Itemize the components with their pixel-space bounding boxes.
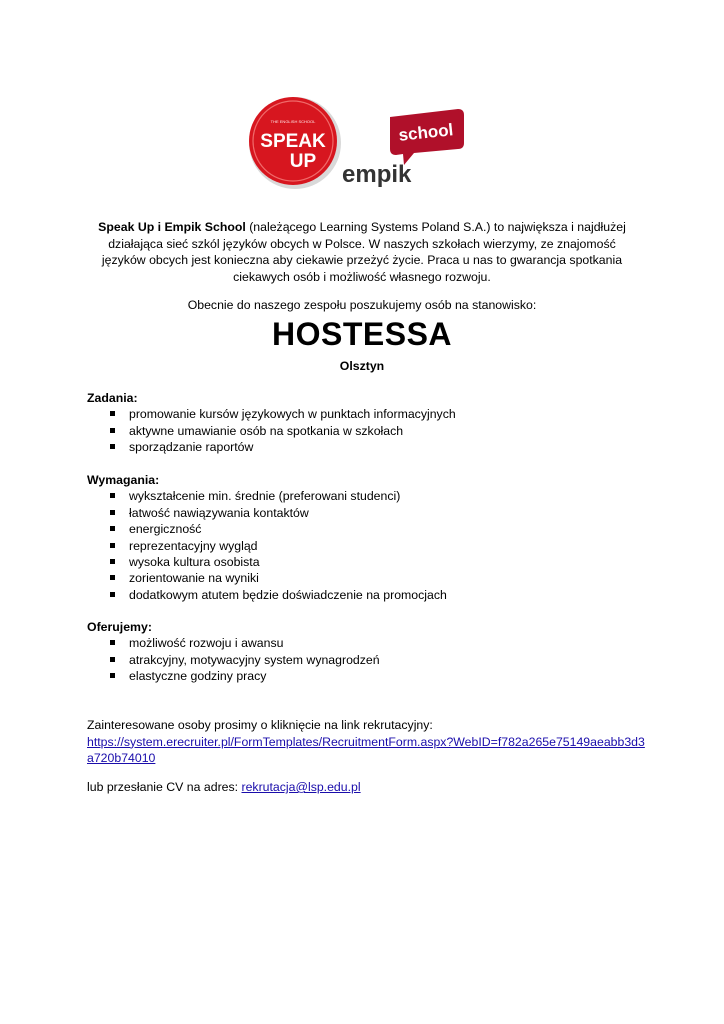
logos: [240, 95, 470, 195]
list-item: wykształcenie min. średnie (preferowani studenci): [87, 488, 647, 504]
list-item: atrakcyjny, motywacyjny system wynagrodzeń: [87, 652, 647, 668]
speakup-top-text: THE ENGLISH SCHOOL: [270, 119, 316, 124]
list-item: energiczność: [87, 521, 647, 537]
tasks-heading: Zadania:: [87, 391, 138, 405]
empik-school-logo: [342, 109, 464, 188]
company-name: Speak Up i Empik School: [98, 220, 246, 234]
list-item: łatwość nawiązywania kontaktów: [87, 505, 647, 521]
intro-paragraph: [86, 219, 638, 285]
requirements-heading: Wymagania:: [87, 473, 160, 487]
recruitment-link[interactable]: https://system.erecruiter.pl/FormTemplates/RecruitmentForm.aspx?WebID=f782a265e75149aeabb3d3a720b74010: [87, 734, 645, 765]
requirements-list: [87, 488, 647, 603]
offer-list: [87, 635, 647, 684]
looking-for-text: Obecnie do naszego zespołu poszukujemy osób na stanowisko:: [187, 298, 537, 312]
list-item: dodatkowym atutem będzie doświadczenie na promocjach: [87, 587, 647, 603]
tasks-list: [87, 406, 647, 455]
apply-text: Zainteresowane osoby prosimy o kliknięcie na link rekrutacyjny:: [87, 718, 433, 732]
job-location: Olsztyn: [339, 359, 385, 373]
speakup-word-up: UP: [289, 151, 317, 172]
apply-section: [87, 717, 647, 767]
offer-section: [87, 619, 647, 685]
list-item: elastyczne godziny pracy: [87, 668, 647, 684]
position-title: HOSTESSA: [271, 316, 453, 352]
speakup-logo: [249, 97, 341, 189]
list-item: sporządzanie raportów: [87, 439, 647, 455]
email-link[interactable]: rekrutacja@lsp.edu.pl: [241, 780, 361, 794]
empik-name-text: empik: [342, 161, 412, 188]
list-item: zorientowanie na wyniki: [87, 570, 647, 586]
cv-section: [87, 780, 647, 794]
cv-text: lub przesłanie CV na adres:: [87, 780, 242, 794]
list-item: promowanie kursów językowych w punktach informacyjnych: [87, 406, 647, 422]
speakup-word-speak: SPEAK: [260, 131, 326, 152]
list-item: aktywne umawianie osób na spotkania w szkołach: [87, 423, 647, 439]
requirements-section: [87, 472, 647, 603]
tasks-section: [87, 390, 647, 456]
empik-school-text: school: [397, 120, 455, 145]
list-item: możliwość rozwoju i awansu: [87, 635, 647, 651]
logo-graphic: [240, 95, 470, 195]
offer-heading: Oferujemy:: [87, 620, 152, 634]
list-item: reprezentacyjny wygląd: [87, 538, 647, 554]
intro-text: (należącego Learning Systems Poland S.A.) to największa i najdłużej działająca sieć szkól języków obcych w Polsce. W naszych szkołach wierzymy, ze znajomość języków obcych jest konieczna aby ciekawie przeżyć życie. Praca u nas to gwarancja spotkania ciekawych osób i możliwość własnego rozwoju.: [101, 220, 626, 284]
list-item: wysoka kultura osobista: [87, 554, 647, 570]
